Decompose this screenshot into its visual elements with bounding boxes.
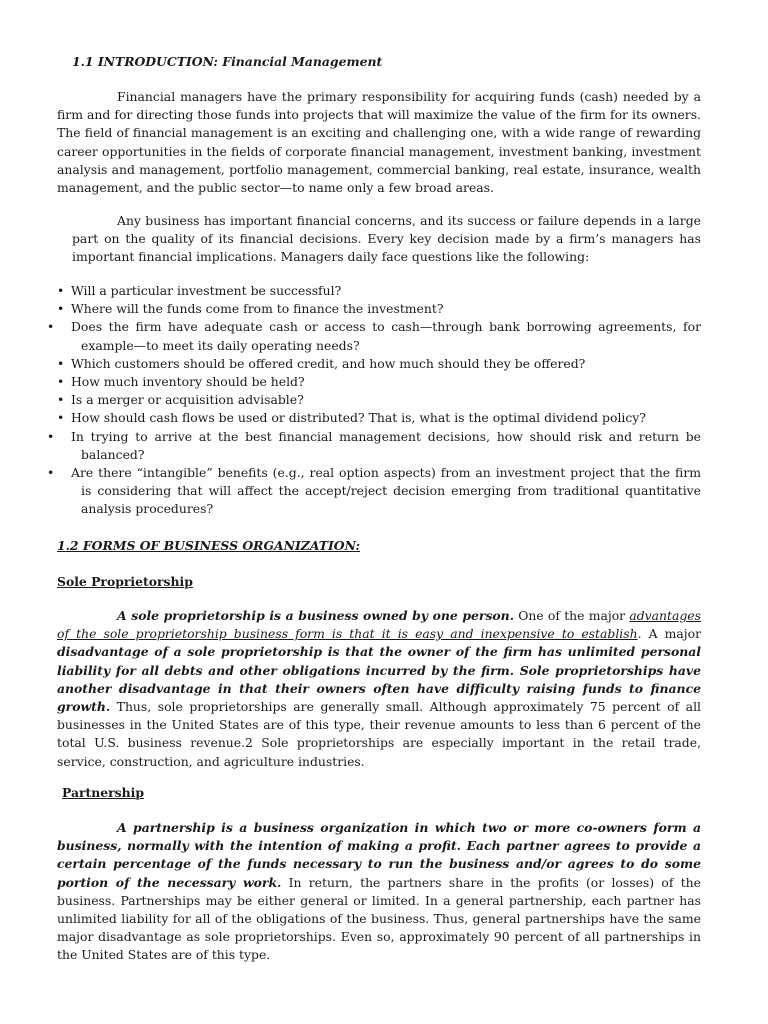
bullet-icon: • — [57, 410, 65, 426]
section-heading-introduction: 1.1 INTRODUCTION: Financial Management — [72, 54, 383, 69]
intro-paragraph-1: Financial managers have the primary responsibility for acquiring funds (cash) needed by a firm and for directing those funds into projects that will maximize the value of the firm for its owners. The field of financial management is an exciting and challenging one, with a wide range of rewarding career opportunities in the fields of corporate financial management, investment banking, investment analysis and management, portfolio management, commercial banking, real estate, insurance, wealth management, and the public sector—to name only a few broad areas. — [57, 89, 701, 196]
questions-list — [47, 282, 701, 519]
bullet-icon: • — [57, 283, 65, 298]
bullet-icon: • — [57, 301, 65, 317]
partnership-text: In return, the partners share in the profits (or losses) of the business. Partnerships may be either general or limited. In a general partnership, each partner has unlimited liability for all of the obligations of the business. Thus, general partnerships have the same major disadvantage as sole proprietorships. Even so, approximately 90 percent of all partnerships in the United States are of this type. — [57, 874, 701, 963]
list-item: • Are there “intangible” benefits (e.g., real option aspects) from an investment project that the firm is considering that will affect the accept/reject decision emerging from traditional quantitative analysis procedures? — [47, 465, 701, 517]
subheading-partnership: Partnership — [62, 785, 145, 800]
sole-advantage: advantages of the sole proprietorship business form is that it is easy and inexpensive to establish — [57, 608, 701, 642]
section-heading-forms: 1.2 FORMS OF BUSINESS ORGANIZATION: — [57, 538, 361, 553]
sole-text-2: . A major — [637, 626, 701, 642]
list-item: • Will a particular investment be successful? — [57, 282, 701, 300]
bullet-icon: • — [57, 374, 65, 390]
sole-definition: A sole proprietorship is a business owned by one person. — [117, 608, 515, 623]
list-item: • Where will the funds come from to finance the investment? — [57, 300, 701, 318]
intro-paragraph-2: Any business has important financial concerns, and its success or failure depends in a large part on the quality of its financial decisions. Every key decision made by a firm’s managers has important financial implications. Managers daily face questions like the following: — [72, 213, 701, 265]
sole-proprietorship-paragraph — [57, 607, 701, 771]
subheading-sole-proprietorship: Sole Proprietorship — [57, 574, 193, 589]
bullet-icon: • — [57, 392, 65, 408]
list-item: • Does the firm have adequate cash or access to cash—through bank borrowing agreements, for example—to meet its daily operating needs? — [47, 319, 701, 353]
list-item: • In trying to arrive at the best financial management decisions, how should risk and return be balanced? — [47, 428, 701, 462]
partnership-definition: A partnership is a business organization in which two or more co-owners form a business, normally with the intention of making a profit. Each partner agrees to provide a certain percentage of the funds necessary to run the business and/or agrees to do some portion of the necessary work. — [57, 820, 701, 890]
list-item: • How should cash flows be used or distributed? That is, what is the optimal dividend policy? — [57, 409, 701, 427]
partnership-paragraph — [57, 819, 701, 965]
bullet-icon: • — [57, 355, 65, 371]
sole-text-3: Thus, sole proprietorships are generally small. Although approximately 75 percent of all businesses in the United States are of this type, their revenue amounts to less than 6 percent of the total U.S. business revenue.2 Sole proprietorships are especially important in the retail trade, service, construction, and agriculture industries. — [57, 699, 701, 769]
list-item: • Is a merger or acquisition advisable? — [57, 391, 701, 409]
sole-disadvantage: disadvantage of a sole proprietorship is that the owner of the firm has unlimited personal liability for all debts and other obligations incurred by the firm. Sole proprietorships have another disadvantage in that their owners often have difficulty raising funds to finance growth. — [57, 644, 701, 715]
list-item: • How much inventory should be held? — [57, 373, 701, 391]
list-item: • Which customers should be offered credit, and how much should they be offered? — [57, 355, 701, 373]
sole-text-1: One of the major — [514, 608, 630, 623]
